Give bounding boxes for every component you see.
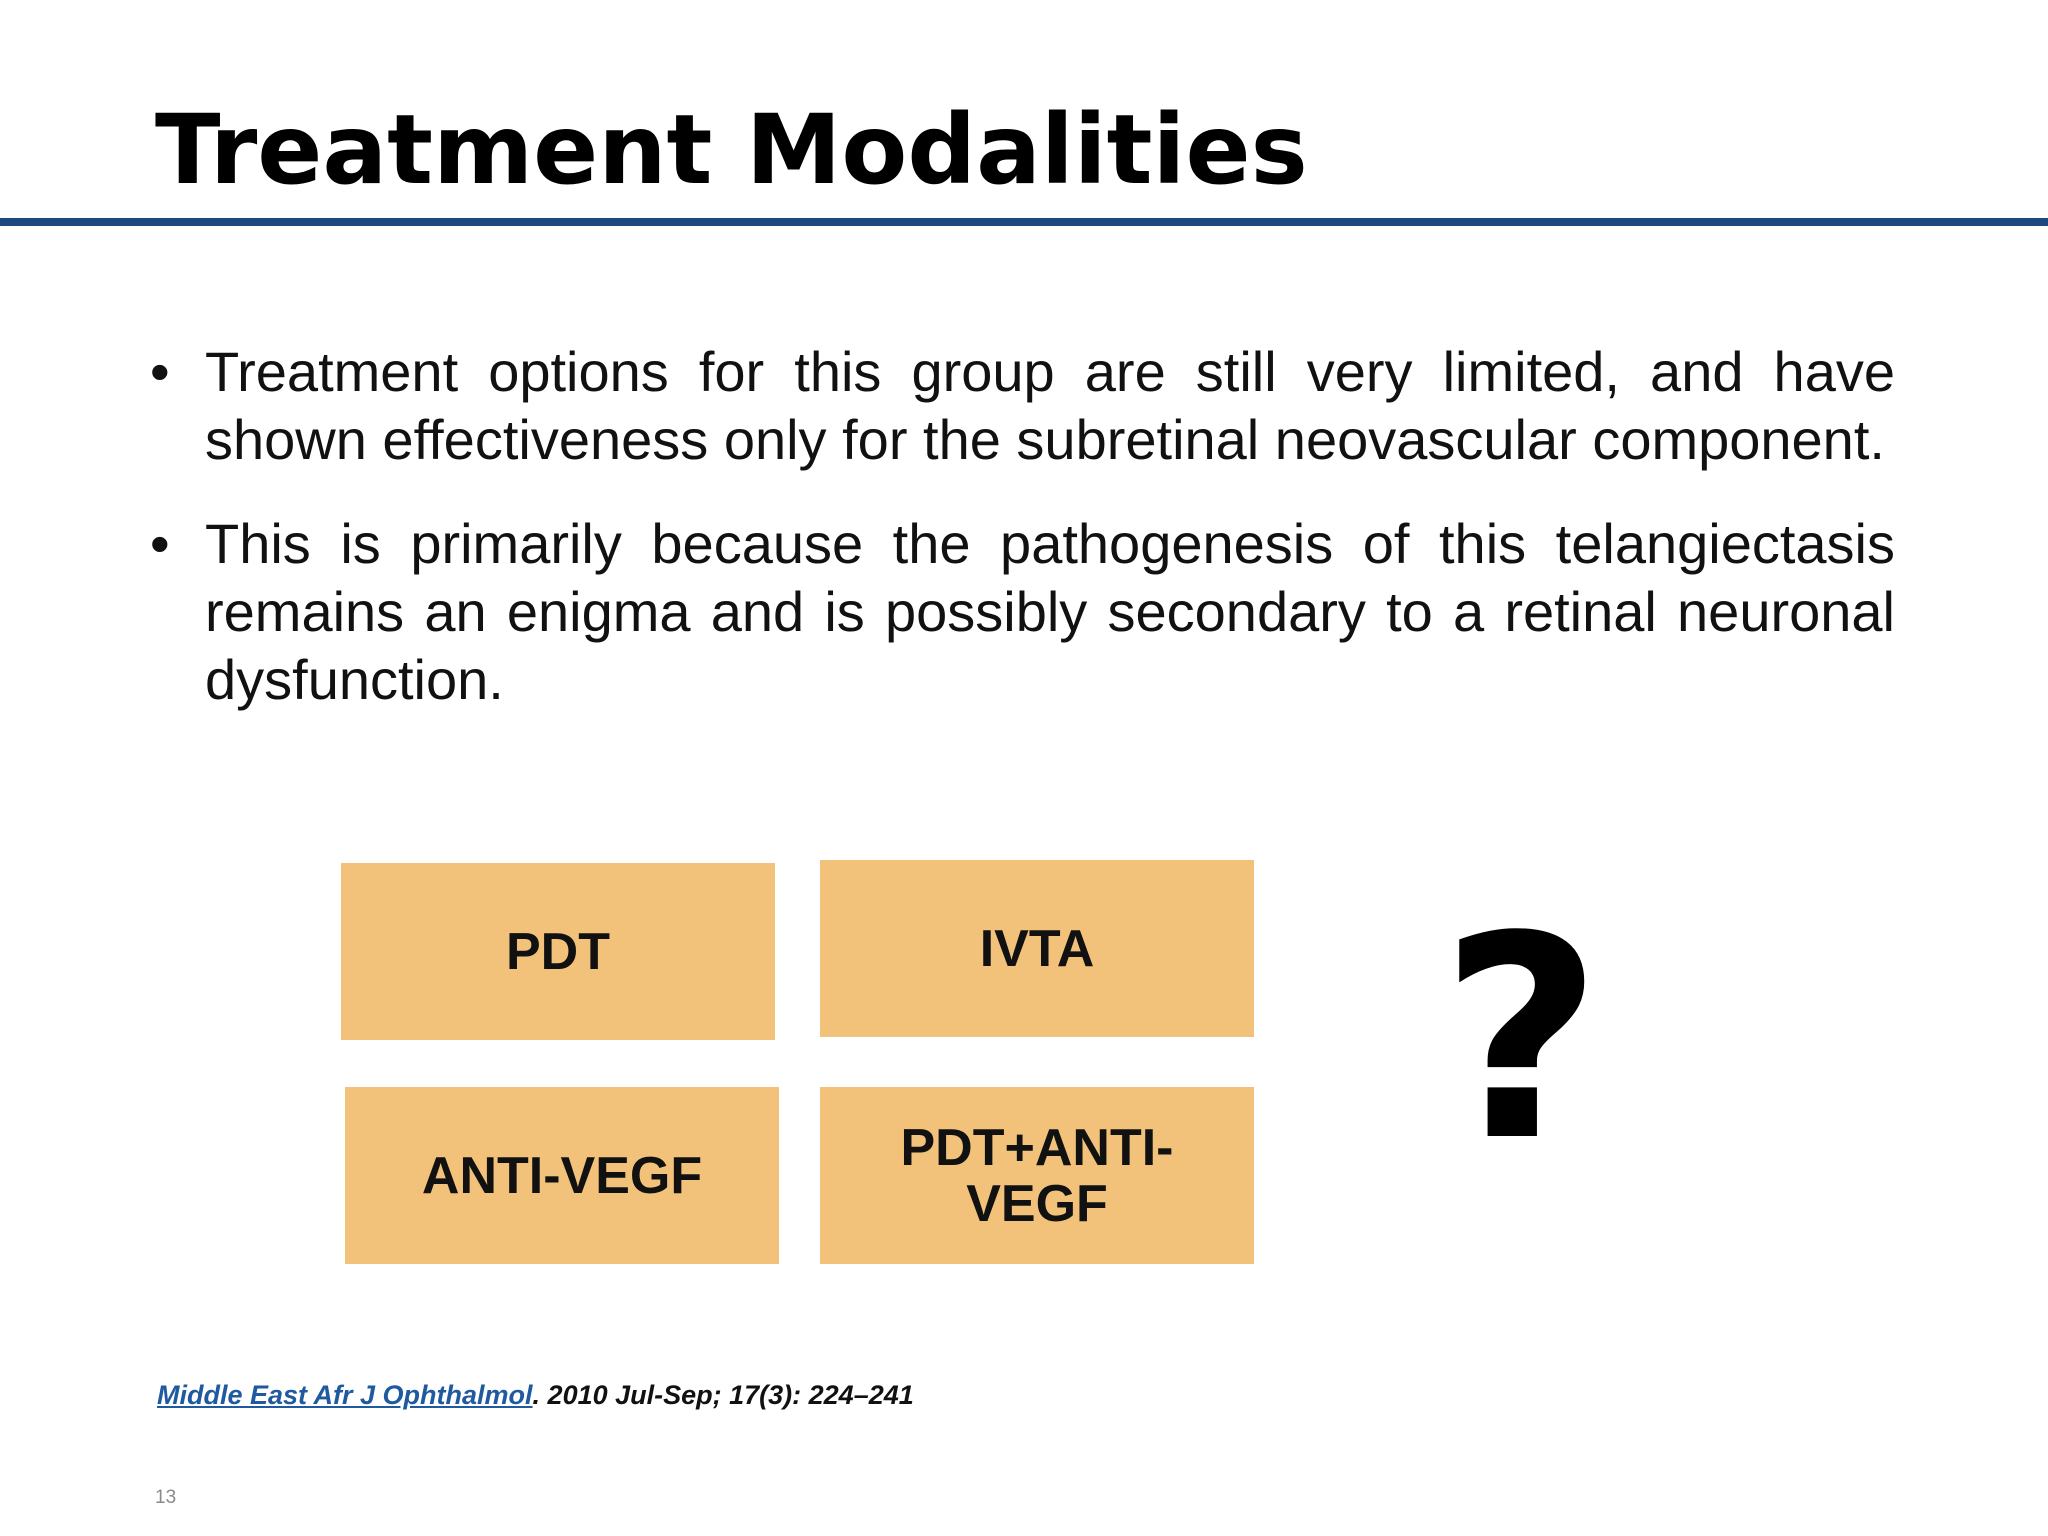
bullet-item <box>150 510 1895 714</box>
bullet-text: Treatment options for this group are still very limited, and have shown effectiveness only for the subretinal neovascular component. <box>205 340 1895 471</box>
bullet-dot-icon: • <box>150 340 170 403</box>
citation-details: . 2010 Jul-Sep; 17(3): 224–241 <box>532 1380 914 1410</box>
bullet-list <box>150 338 1895 750</box>
bullet-text: This is primarily because the pathogenesis of this telangiectasis remains an enigma and is possibly secondary to a retinal neuronal dysfunction. <box>205 512 1895 711</box>
ivta-box <box>820 860 1254 1037</box>
bullet-item <box>150 338 1895 474</box>
journal-link[interactable]: Middle East Afr J Ophthalmol <box>157 1380 533 1410</box>
anti-vegf-label: ANTI-VEGF <box>421 1146 703 1205</box>
ivta-label: IVTA <box>979 919 1095 978</box>
pdt-box <box>341 863 775 1040</box>
page-number: 13 <box>155 1487 177 1508</box>
pdt-label: PDT <box>506 922 610 981</box>
anti-vegf-box <box>345 1087 779 1264</box>
question-mark: ? <box>1440 877 1603 1203</box>
slide-title: Treatment Modalities <box>155 94 1308 206</box>
citation <box>157 1379 914 1411</box>
title-divider <box>0 218 2048 226</box>
pdt-anti-vegf-box <box>820 1087 1254 1264</box>
bullet-dot-icon: • <box>150 512 170 575</box>
pdt-anti-vegf-label: PDT+ANTI-VEGF <box>900 1118 1174 1233</box>
